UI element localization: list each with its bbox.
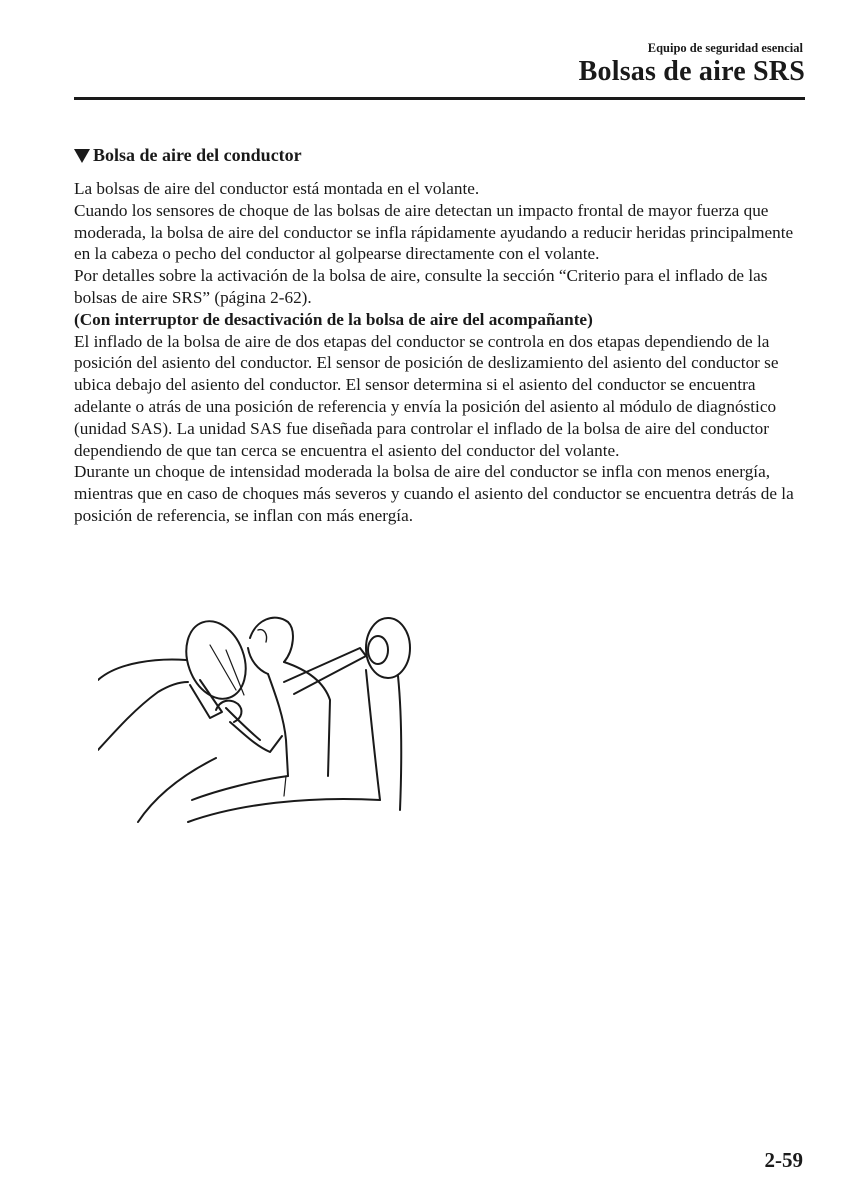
paragraph-reference: Por detalles sobre la activación de la bolsa de aire, consulte la sección “Criterio para el inflado de las bolsas de aire SRS” (página 2-62). [74,266,768,307]
section-heading-text: Bolsa de aire del conductor [93,145,302,165]
paragraph-deployment: Cuando los sensores de choque de las bolsas de aire detectan un impacto frontal de mayor fuerza que moderada, la bolsa de aire del conductor se infla rápidamente ayudando a reducir heridas principalmente en la cabeza o pecho del conductor al golpearse directamente con el volante. [74,200,794,264]
triangle-bullet-icon [74,149,90,163]
paragraph-condition-heading: (Con interruptor de desactivación de la bolsa de aire del acompañante) [74,309,593,329]
header-divider [74,97,805,100]
body-text [74,178,809,527]
paragraph-two-stage: El inflado de la bolsa de aire de dos etapas del conductor se controla en dos etapas dependiendo de la posición del asiento del conductor. El sensor de posición de deslizamiento del asiento del conductor se ubica debajo del asiento del conductor. El sensor determina si el asiento del conductor se encuentra adelante o atrás de una posición de referencia y envía la posición del asiento al módulo de diagnóstico (unidad SAS). La unidad SAS fue diseñada para controlar el inflado de la bolsa de aire del conductor dependiendo de que tan cerca se encuentra el asiento del conductor del volante. [74,331,779,460]
running-header-section: Equipo de seguridad esencial [647,41,803,55]
paragraph-intensity: Durante un choque de intensidad moderada la bolsa de aire del conductor se infla con menos energía, mientras que en caso de choques más severos y cuando el asiento del conductor se encuentra detrás de la posición de referencia, se inflan con más energía. [74,462,794,525]
page-number: 2-59 [764,1148,803,1172]
section-heading [74,145,302,166]
page-title: Bolsas de aire SRS [578,56,805,87]
driver-airbag-illustration [98,600,418,830]
paragraph-mount: La bolsas de aire del conductor está montada en el volante. [74,179,480,198]
